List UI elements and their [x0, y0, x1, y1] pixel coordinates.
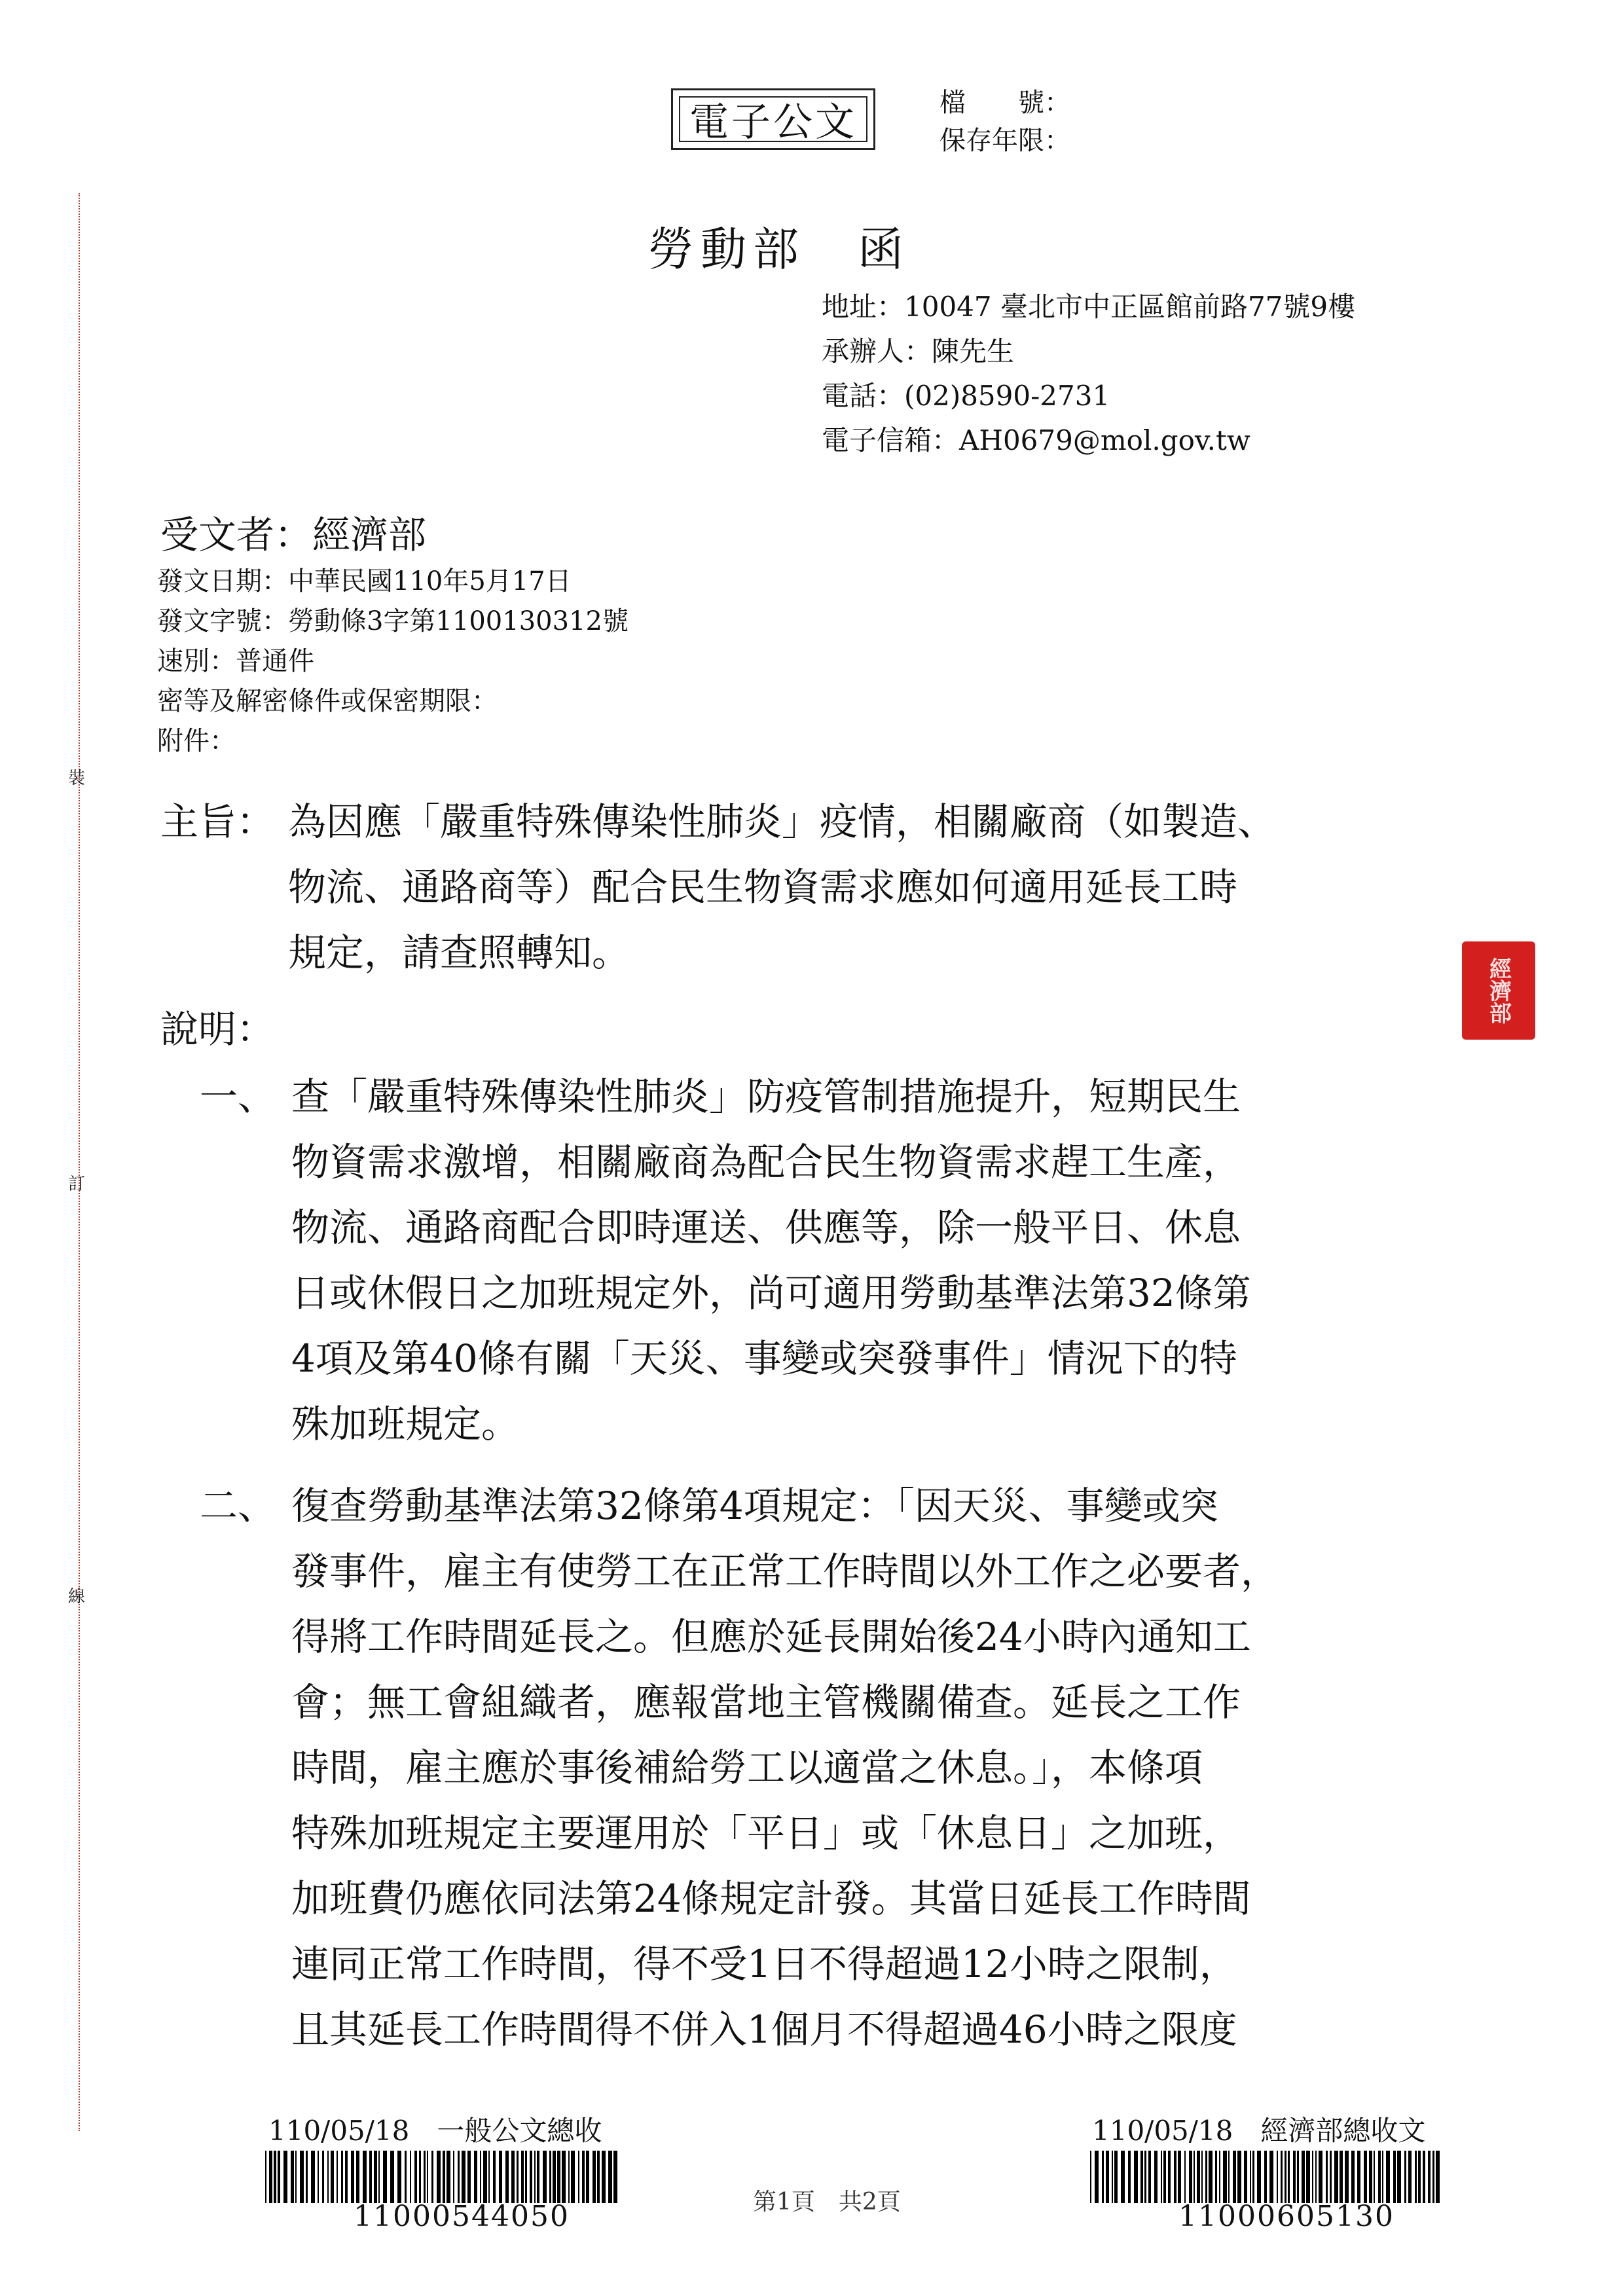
- barcode-bar: [1334, 2151, 1338, 2203]
- subject-label: 主旨：: [160, 799, 275, 844]
- barcode-bar: [467, 2151, 471, 2203]
- barcode-bar: [568, 2151, 570, 2203]
- barcode-bar: [1326, 2151, 1328, 2203]
- contact-block: [822, 285, 1355, 463]
- barcode-bar: [322, 2151, 324, 2203]
- barcode-bar: [1340, 2151, 1343, 2203]
- right-barcode-number: 11000605130: [1178, 2200, 1395, 2233]
- barcode-bar: [505, 2151, 509, 2203]
- barcode-bar: [525, 2151, 527, 2203]
- barcode-bar: [356, 2151, 359, 2203]
- barcode-bar: [511, 2151, 515, 2203]
- barcode-bar: [1330, 2151, 1332, 2203]
- barcode-bar: [1128, 2151, 1131, 2203]
- item-body: [291, 1064, 1251, 1457]
- stamp-text: 電子公文: [689, 100, 857, 145]
- item-line: 日或休假日之加班規定外，尚可適用勞動基準法第32條第: [291, 1271, 1251, 1315]
- barcode-bar: [543, 2151, 547, 2203]
- right-barcode: [1090, 2151, 1444, 2203]
- barcode-bar: [1378, 2151, 1381, 2203]
- explanation-label: 說明：: [160, 1007, 275, 1051]
- barcode-bar: [327, 2151, 329, 2203]
- barcode-bar: [1293, 2151, 1296, 2203]
- barcode-bar: [608, 2151, 612, 2203]
- barcode-bar: [1250, 2151, 1251, 2203]
- barcode-bar: [345, 2151, 348, 2203]
- barcode-bar: [1393, 2151, 1396, 2203]
- barcode-bar: [1285, 2151, 1286, 2203]
- barcode-bar: [1397, 2151, 1401, 2203]
- barcode-bar: [331, 2151, 334, 2203]
- barcode-bar: [1315, 2151, 1317, 2203]
- barcode-bar: [1194, 2151, 1195, 2203]
- barcode-bar: [593, 2151, 596, 2203]
- barcode-bar: [1201, 2151, 1203, 2203]
- barcode-bar: [341, 2151, 343, 2203]
- barcode-bar: [390, 2151, 394, 2203]
- document-meta: [157, 562, 629, 761]
- barcode-bar: [300, 2151, 304, 2203]
- barcode-bar: [437, 2151, 441, 2203]
- barcode-bar: [553, 2151, 556, 2203]
- barcode-bar: [1178, 2151, 1181, 2203]
- phone: 電話：(02)8590-2731: [822, 380, 1110, 412]
- barcode-bar: [1408, 2151, 1412, 2203]
- barcode-bar: [1148, 2151, 1151, 2203]
- barcode-bar: [493, 2151, 496, 2203]
- handler: 承辦人：陳先生: [822, 335, 1015, 367]
- barcode-bar: [1209, 2151, 1213, 2203]
- barcode-bar: [424, 2151, 426, 2203]
- barcode-bar: [586, 2151, 589, 2203]
- barcode-bar: [351, 2151, 354, 2203]
- item-line: 特殊加班規定主要運用於「平日」或「休息日」之加班，: [291, 1811, 1241, 1855]
- barcode-bar: [557, 2151, 560, 2203]
- item-line: 得將工作時間延長之。但應於延長開始後24小時內通知工: [291, 1614, 1251, 1659]
- item-line: 物資需求激增，相關廠商為配合民生物資需求趕工生產，: [291, 1140, 1241, 1184]
- left-barcode-number: 11000544050: [354, 2200, 570, 2233]
- barcode-bar: [1432, 2151, 1434, 2203]
- left-barcode: [265, 2151, 619, 2203]
- barcode-bar: [1252, 2151, 1254, 2203]
- item-line: 殊加班規定。: [291, 1402, 520, 1446]
- file-number-label: 檔 號：: [939, 88, 1070, 118]
- binding-mark-middle: 訂: [68, 1175, 86, 1194]
- barcode-bar: [1106, 2151, 1109, 2203]
- barcode-bar: [447, 2151, 450, 2203]
- barcode-bar: [1436, 2151, 1440, 2203]
- barcode-bar: [443, 2151, 445, 2203]
- barcode-bar: [1121, 2151, 1125, 2203]
- item-line: 發事件，雇主有使勞工在正常工作時間以外工作之必要者，: [291, 1549, 1279, 1594]
- barcode-bar: [488, 2151, 490, 2203]
- electronic-document-stamp: [671, 88, 875, 150]
- barcode-bar: [318, 2151, 319, 2203]
- barcode-bar: [1237, 2151, 1241, 2203]
- item-line: 物流、通路商配合即時運送、供應等，除一般平日、休息: [291, 1205, 1241, 1250]
- recipient: 受文者：經濟部: [160, 513, 427, 557]
- email: 電子信箱：AH0679@mol.gov.tw: [822, 424, 1250, 456]
- barcode-bar: [1223, 2151, 1227, 2203]
- item-line: 且其延長工作時間得不併入1個月不得超過46小時之限度: [291, 2007, 1237, 2052]
- barcode-bar: [530, 2151, 532, 2203]
- left-receipt-stamp: 110/05/18 一般公文總收: [268, 2115, 602, 2147]
- barcode-bar: [1277, 2151, 1278, 2203]
- barcode-bar: [265, 2151, 266, 2203]
- barcode-bar: [405, 2151, 407, 2203]
- barcode-bar: [337, 2151, 338, 2203]
- barcode-bar: [462, 2151, 465, 2203]
- attachment: 附件：: [157, 726, 236, 756]
- barcode-bar: [378, 2151, 380, 2203]
- barcode-bar: [1302, 2151, 1305, 2203]
- barcode-bar: [1374, 2151, 1375, 2203]
- barcode-bar: [427, 2151, 428, 2203]
- barcode-bar: [1244, 2151, 1247, 2203]
- barcode-bar: [291, 2151, 294, 2203]
- item-line: 復查勞動基準法第32條第4項規定：「因天災、事變或突: [291, 1484, 1218, 1528]
- barcode-bar: [1257, 2151, 1261, 2203]
- barcode-bar: [582, 2151, 585, 2203]
- barcode-bar: [1219, 2151, 1220, 2203]
- barcode-bar: [1369, 2151, 1372, 2203]
- item-line: 時間，雇主應於事後補給勞工以適當之休息。」，本條項: [291, 1745, 1203, 1790]
- document-title: 勞動部 函: [648, 223, 910, 276]
- file-info: [939, 84, 1070, 160]
- barcode-bar: [534, 2151, 536, 2203]
- item-line: 查「嚴重特殊傳染性肺炎」防疫管制措施提升，短期民生: [291, 1074, 1241, 1119]
- barcode-bar: [1197, 2151, 1200, 2203]
- barcode-bar: [383, 2151, 387, 2203]
- barcode-bar: [1168, 2151, 1171, 2203]
- barcode-bar: [419, 2151, 421, 2203]
- barcode-bar: [1288, 2151, 1290, 2203]
- item-number: 二、: [200, 1484, 276, 1528]
- retention-label: 保存年限：: [939, 126, 1070, 156]
- barcode-bar: [458, 2151, 460, 2203]
- barcode-bar: [1163, 2151, 1166, 2203]
- item-line: 4項及第40條有關「天災、事變或突發事件」情況下的特: [291, 1336, 1237, 1381]
- barcode-bar: [1233, 2151, 1236, 2203]
- barcode-bar: [1423, 2151, 1425, 2203]
- barcode-bar: [1144, 2151, 1146, 2203]
- item-number: 一、: [200, 1074, 276, 1119]
- barcode-bar: [431, 2151, 433, 2203]
- barcode-bar: [363, 2151, 367, 2203]
- address: 地址：10047 臺北市中正區館前路77號9樓: [822, 291, 1356, 323]
- barcode-bar: [1404, 2151, 1406, 2203]
- barcode-bar: [311, 2151, 315, 2203]
- barcode-bar: [1161, 2151, 1162, 2203]
- secrecy: 密等及解密條件或保密期限：: [157, 686, 498, 716]
- subject-line: 物流、通路商等）配合民生物資需求應如何適用延長工時: [288, 865, 1238, 909]
- barcode-bar: [537, 2151, 539, 2203]
- document-number: 發文字號：勞動條3字第1100130312號: [157, 606, 629, 636]
- barcode-bar: [1364, 2151, 1367, 2203]
- barcode-bar: [602, 2151, 606, 2203]
- barcode-bar: [1095, 2151, 1099, 2203]
- barcode-bar: [1428, 2151, 1431, 2203]
- binding-margin-line: [79, 193, 80, 2131]
- barcode-bar: [1382, 2151, 1383, 2203]
- barcode-bar: [1269, 2151, 1273, 2203]
- barcode-bar: [1114, 2151, 1118, 2203]
- barcode-bar: [1090, 2151, 1091, 2203]
- barcode-bar: [1281, 2151, 1283, 2203]
- barcode-bar: [283, 2151, 287, 2203]
- barcode-bar: [1319, 2151, 1322, 2203]
- barcode-bar: [1154, 2151, 1158, 2203]
- barcode-bar: [1134, 2151, 1138, 2203]
- barcode-bar: [474, 2151, 477, 2203]
- barcode-bar: [571, 2151, 575, 2203]
- right-receipt-stamp: 110/05/18 經濟部總收文: [1092, 2115, 1426, 2147]
- item-line: 會；無工會組織者，應報當地主管機關備查。延長之工作: [291, 1680, 1241, 1724]
- barcode-bar: [1345, 2151, 1349, 2203]
- barcode-bar: [1297, 2151, 1299, 2203]
- barcode-bar: [1102, 2151, 1104, 2203]
- barcode-bar: [414, 2151, 417, 2203]
- subject-line: 規定，請查照轉知。: [288, 930, 630, 975]
- item-line: 連同正常工作時間，得不受1日不得超過12小時之限制，: [291, 1942, 1237, 1986]
- barcode-bar: [278, 2151, 280, 2203]
- barcode-bar: [521, 2151, 524, 2203]
- barcode-bar: [410, 2151, 411, 2203]
- binding-mark-top: 裝: [68, 769, 86, 788]
- barcode-bar: [295, 2151, 297, 2203]
- barcode-bar: [1264, 2151, 1267, 2203]
- barcode-bar: [1174, 2151, 1176, 2203]
- issue-date: 發文日期：中華民國110年5月17日: [157, 566, 572, 596]
- barcode-bar: [483, 2151, 487, 2203]
- barcode-bar: [1312, 2151, 1313, 2203]
- barcode-bar: [274, 2151, 276, 2203]
- barcode-bar: [517, 2151, 519, 2203]
- barcode-bar: [597, 2151, 600, 2203]
- barcode-bar: [1184, 2151, 1186, 2203]
- barcode-bar: [269, 2151, 272, 2203]
- page-number: 第1頁 共2頁: [753, 2189, 901, 2215]
- barcode-bar: [1112, 2151, 1113, 2203]
- barcode-bar: [397, 2151, 401, 2203]
- barcode-bar: [1306, 2151, 1310, 2203]
- barcode-bar: [1140, 2151, 1143, 2203]
- subject-body: [288, 789, 1565, 985]
- barcode-bar: [1415, 2151, 1417, 2203]
- barcode-bar: [1357, 2151, 1360, 2203]
- barcode-bar: [578, 2151, 579, 2203]
- barcode-bar: [1351, 2151, 1355, 2203]
- barcode-bar: [1189, 2151, 1192, 2203]
- barcode-bar: [453, 2151, 454, 2203]
- barcode-bar: [1386, 2151, 1390, 2203]
- barcode-bar: [1228, 2151, 1230, 2203]
- seal-text: 經濟部: [1485, 957, 1512, 1024]
- barcode-bar: [369, 2151, 372, 2203]
- subject-line: 為因應「嚴重特殊傳染性肺炎」疫情，相關廠商（如製造、: [288, 799, 1276, 844]
- item-body: [291, 1473, 1279, 2062]
- barcode-bar: [499, 2151, 502, 2203]
- barcode-bar: [1418, 2151, 1421, 2203]
- barcode-bar: [549, 2151, 551, 2203]
- speed-class: 速別：普通件: [157, 646, 314, 676]
- red-seal-stamp: [1462, 941, 1535, 1040]
- barcode-bar: [306, 2151, 308, 2203]
- barcode-bar: [1205, 2151, 1207, 2203]
- barcode-bar: [613, 2151, 617, 2203]
- barcode-bar: [562, 2151, 566, 2203]
- item-line: 加班費仍應依同法第24條規定計發。其當日延長工作時間: [291, 1876, 1251, 1921]
- barcode-bar: [480, 2151, 482, 2203]
- binding-mark-bottom: 線: [68, 1587, 86, 1607]
- barcode-bar: [374, 2151, 377, 2203]
- barcode-bar: [1215, 2151, 1217, 2203]
